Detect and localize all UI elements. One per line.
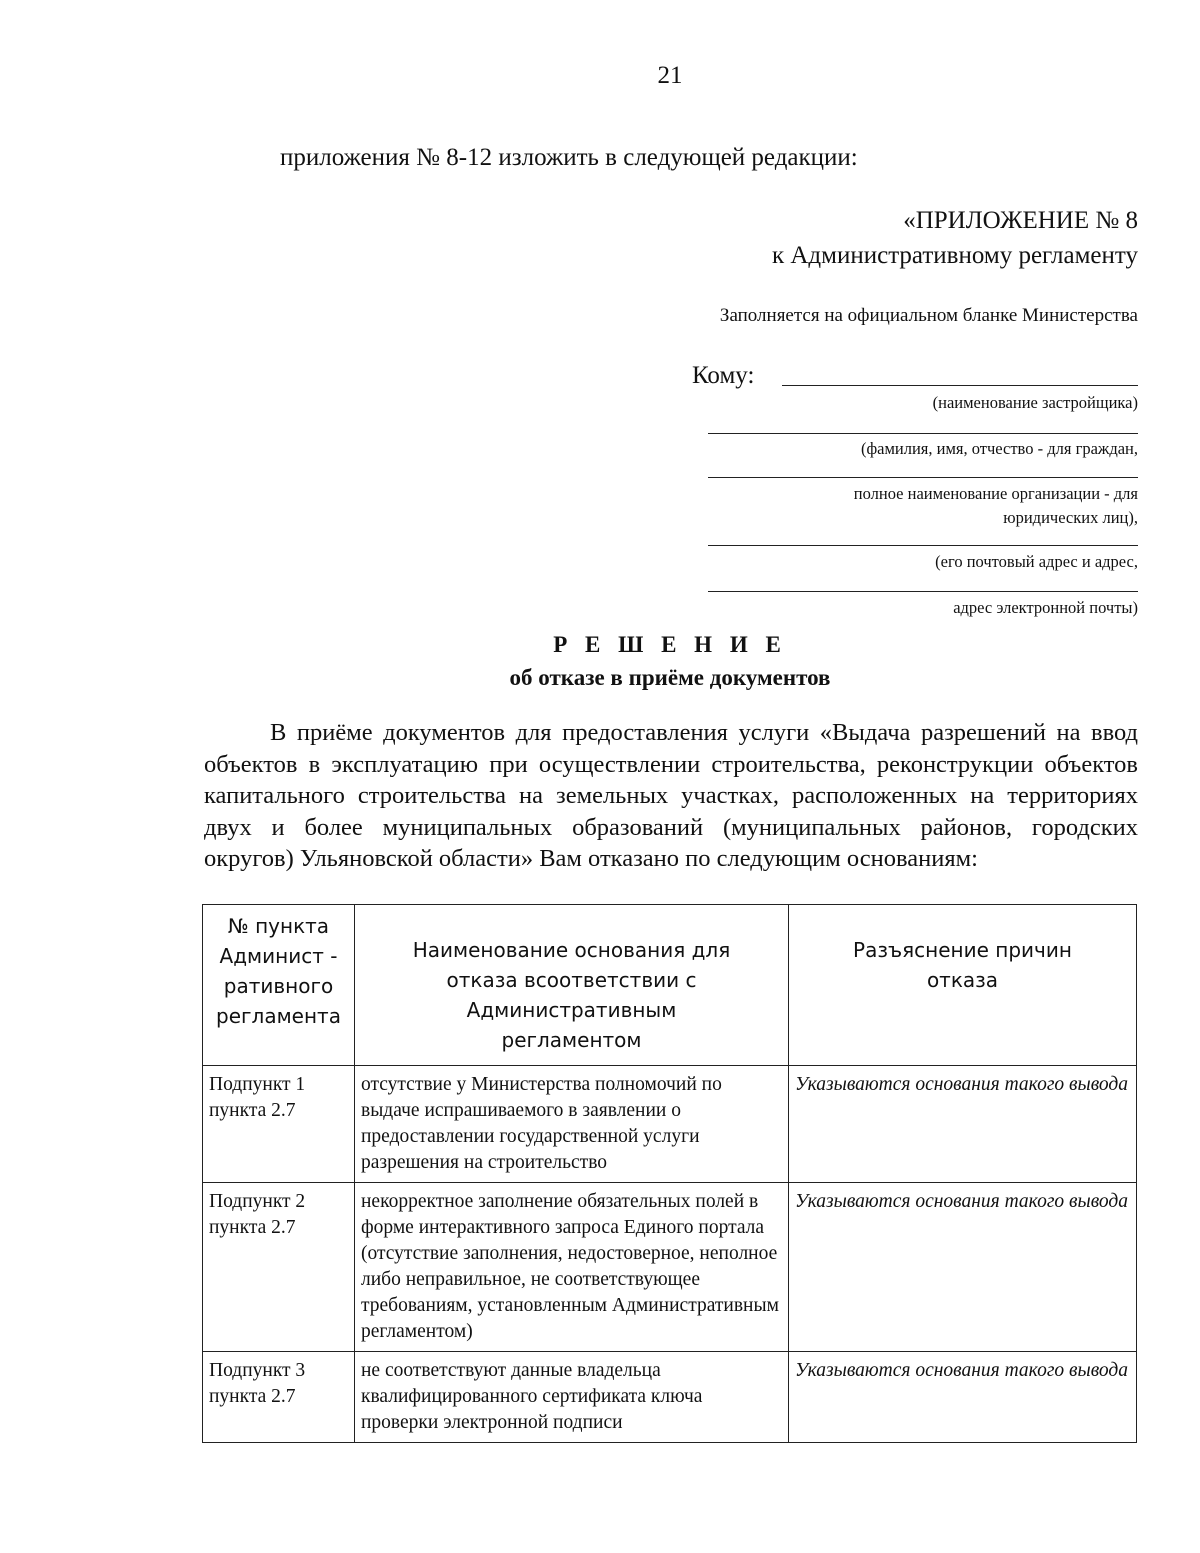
row-explanation: Указываются основания такого вывода [789,1066,1137,1183]
blank-note: Заполняется на официальном бланке Министерства [719,305,1138,326]
row-point: Подпункт 1 пункта 2.7 [203,1066,355,1183]
appendix-title: «ПРИЛОЖЕНИЕ № 8 [903,207,1138,234]
row-point: Подпункт 2 пункта 2.7 [203,1183,355,1352]
recipient-line-5 [708,591,1138,592]
recipient-caption-3: полное наименование организации - для [853,484,1138,503]
appendix-subtitle: к Административному регламенту [771,242,1138,269]
table-row [203,1066,1137,1183]
header-explanation: Разъяснение причин отказа [789,905,1137,1066]
header-ground: Наименование основания для отказа всоответствии с Административным регламентом [355,905,789,1066]
recipient-line-2 [708,433,1138,434]
body-paragraph [204,717,1138,875]
intro-text: приложения № 8-12 изложить в следующей редакции: [280,144,858,171]
decision-title: Р Е Ш Е Н И Е [553,632,787,657]
recipient-caption-2: (фамилия, имя, отчество - для граждан, [860,439,1138,458]
row-point: Подпункт 3 пункта 2.7 [203,1352,355,1443]
row-ground: отсутствие у Министерства полномочий по выдаче испрашиваемого в заявлении о предоставлении государственной услуги разрешения на строительство [355,1066,789,1183]
table-header-row [203,905,1137,1066]
row-explanation: Указываются основания такого вывода [789,1352,1137,1443]
recipient-label: Кому: [692,362,755,389]
decision-subtitle: об отказе в приёме документов [509,665,831,690]
recipient-line-4 [708,545,1138,546]
recipient-caption-4: юридических лиц), [1003,508,1138,527]
recipient-caption-1: (наименование застройщика) [932,393,1138,412]
recipient-caption-6: адрес электронной почты) [953,598,1138,617]
row-explanation: Указываются основания такого вывода [789,1183,1137,1352]
body-text: В приёме документов для предоставления услуги «Выдача разрешений на ввод объектов в эксплуатацию при осуществлении строительства, реконструкции объектов капитального строительства на земельных участках, расположенных на территориях двух и более муниципальных образований (муниципальных районов, городских округов) Ульяновской области» Вам отказано по следующим основаниям: [204,719,1138,872]
header-point: № пункта Админист - ративного регламента [203,905,355,1066]
grounds-table [202,904,1137,1443]
table-row [203,1352,1137,1443]
recipient-line-1 [782,385,1138,386]
page-number: 21 [657,62,683,89]
row-ground: некорректное заполнение обязательных полей в форме интерактивного запроса Единого портала (отсутствие заполнения, недостоверное, неполное либо неправильное, не соответствующее требованиям, установленным Административным регламентом) [355,1183,789,1352]
row-ground: не соответствуют данные владельца квалифицированного сертификата ключа проверки электронной подписи [355,1352,789,1443]
table-row [203,1183,1137,1352]
recipient-caption-5: (его почтовый адрес и адрес, [935,552,1138,571]
recipient-line-3 [708,477,1138,478]
